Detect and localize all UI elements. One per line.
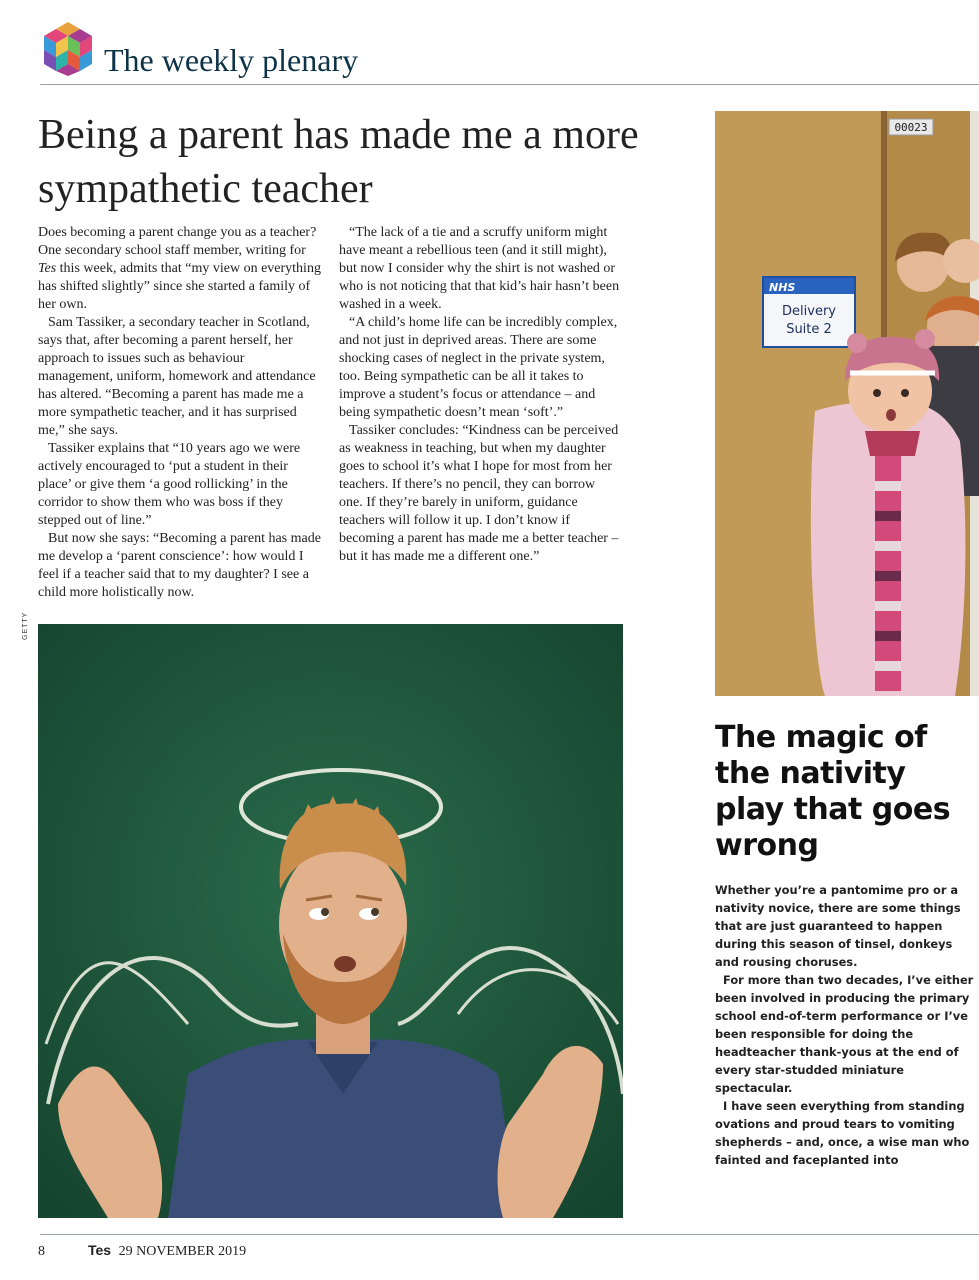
article-headline: Being a parent has made me a more sympathetic teacher: [38, 112, 639, 212]
article-paragraph: Does becoming a parent change you as a teacher? One secondary school staff member, writing for Tes this week, admits that “my view on everything has shifted slightly” since she started a family of her own.: [38, 225, 321, 312]
page-footer: [38, 1242, 246, 1260]
teacher-chalkboard-photo: [38, 624, 623, 1218]
sidebar-paragraph: Whether you’re a pantomime pro or a nativity novice, there are some things that are just guaranteed to happen during this season of tinsel, donkeys and rousing choruses.: [715, 883, 961, 969]
sign-line-2: Suite 2: [786, 322, 832, 337]
article-paragraph: “A child’s home life can be incredibly complex, and not just in deprived areas. There are some shocking cases of neglect in the private system, too. Being sympathetic can be all it takes to improve a student’s focus or attendance – and being sympathetic doesn’t mean ‘soft’.”: [339, 315, 618, 420]
header-divider: [40, 84, 979, 85]
sidebar-paragraph: I have seen everything from standing ovations and proud tears to vomiting shepherds – and, once, a wise man who fainted and faceplanted into: [715, 1099, 970, 1167]
sidebar-body: [715, 881, 977, 1169]
issue-date: 29 NOVEMBER 2019: [118, 1244, 247, 1259]
article-paragraph: Tassiker explains that “10 years ago we were actively encouraged to ‘put a student in their place’ or give them ‘a good rollicking’ in the corridor to show them who was boss if they stepped out of line.”: [38, 441, 301, 528]
sidebar-paragraph: For more than two decades, I’ve either been involved in producing the primary school end-of-term performance or I’ve been responsible for doing the headteacher thank-yous at the end of every star-studded miniature spectacular.: [715, 973, 974, 1095]
article-paragraph: Sam Tassiker, a secondary teacher in Scotland, says that, after becoming a parent herself, her approach to issues such as behaviour management, uniform, homework and attendance has altered. “Becoming a parent has made me a more sympathetic teacher, and it has surprised me,” she says.: [38, 315, 316, 438]
section-title: The weekly plenary: [104, 42, 359, 78]
article-paragraph: Tassiker concludes: “Kindness can be perceived as weakness in teaching, but when my daughter goes to school it’s what I hope for most from her teachers. If there’s no pencil, they can borrow one. If they’re barely in uniform, guidance teachers will follow it up. I don’t know if becoming a parent has made me a better teacher – but it has made me a different one.”: [339, 423, 619, 564]
brand-logo: Tes: [88, 1242, 112, 1258]
article-column-1: [38, 224, 322, 602]
nhs-logo: NHS: [769, 281, 796, 294]
article-column-2: [339, 224, 622, 566]
door-number: 00023: [894, 121, 928, 134]
sidebar-headline: The magic of the nativity play that goes wrong: [715, 720, 951, 863]
sign-line-1: Delivery: [782, 304, 836, 319]
article-paragraph: “The lack of a tie and a scruffy uniform might have meant a rebellious teen (and it still might), but now I consider why the shirt is not washed or who is not noticing that that kid’s hair hasn’t been washed in a week.: [339, 225, 620, 312]
footer-divider: [40, 1234, 979, 1235]
photo-credit: GETTY: [22, 611, 29, 640]
cube-logo-icon: [40, 20, 96, 76]
article-paragraph: But now she says: “Becoming a parent has made me develop a ‘parent conscience’: how would I feel if a teacher said that to my daughter? I see a child more holistically now.: [38, 531, 321, 600]
nativity-children-photo: [715, 111, 979, 696]
page-number: 8: [38, 1244, 45, 1259]
